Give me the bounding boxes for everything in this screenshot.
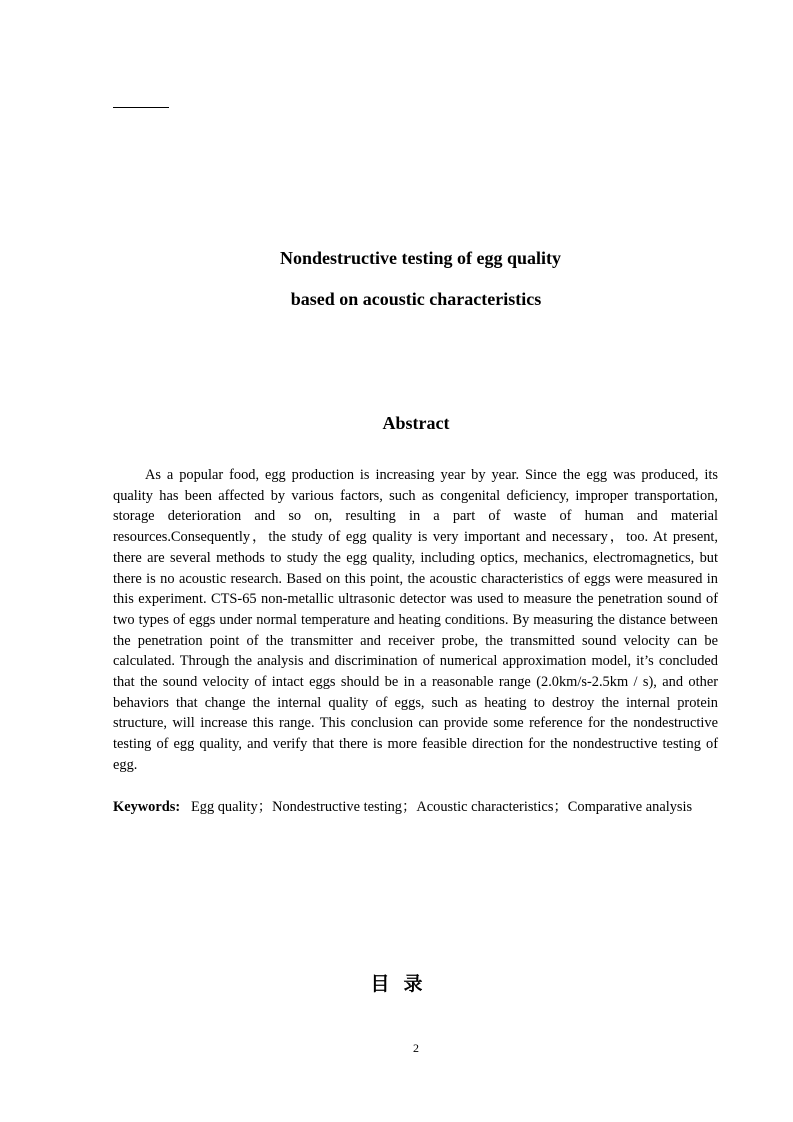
keywords-text: Egg quality；Nondestructive testing；Acoustic characteristics；Comparative analysis (190, 799, 693, 815)
page-number: 2 (413, 1041, 419, 1055)
paper-title-line-2: based on acoustic characteristics (290, 289, 542, 309)
keywords-line (113, 797, 718, 818)
abstract-heading: Abstract (382, 413, 450, 433)
abstract-body: As a popular food, egg production is increasing year by year. Since the egg was produced, its quality has been affected by various factors, such as congenital deficiency, improper transportation, storage deterioration and so on, resulting in a part of waste of human and material resources.Consequently，the study of egg quality is very important and necessary，too. At present, there are several methods to study the egg quality, including optics, mechanics, electromagnetics, but there is no acoustic research. Based on this point, the acoustic characteristics of eggs were measured in this experiment. CTS-65 non-metallic ultrasonic detector was used to measure the penetration sound of two types of eggs under normal temperature and heating conditions. By measuring the distance between the penetration point of the transmitter and receiver probe, the transmitted sound velocity can be calculated. Through the analysis and discrimination of numerical approximation model, it’s concluded that the sound velocity of intact eggs should be in a reasonable range (2.0km/s-2.5km / s), and other behaviors that change the internal quality of eggs, such as heating to destroy the internal protein structure, will increase this range. This conclusion can provide some reference for the nondestructive testing of egg quality, and verify that there is more feasible direction for the nondestructive testing of egg. (113, 467, 718, 773)
toc-heading: 目录 (370, 973, 437, 995)
keywords-spacer (180, 799, 191, 815)
paper-title-line-1: Nondestructive testing of egg quality (280, 248, 561, 268)
keywords-label: Keywords: (113, 799, 181, 815)
header-rule (113, 107, 169, 108)
